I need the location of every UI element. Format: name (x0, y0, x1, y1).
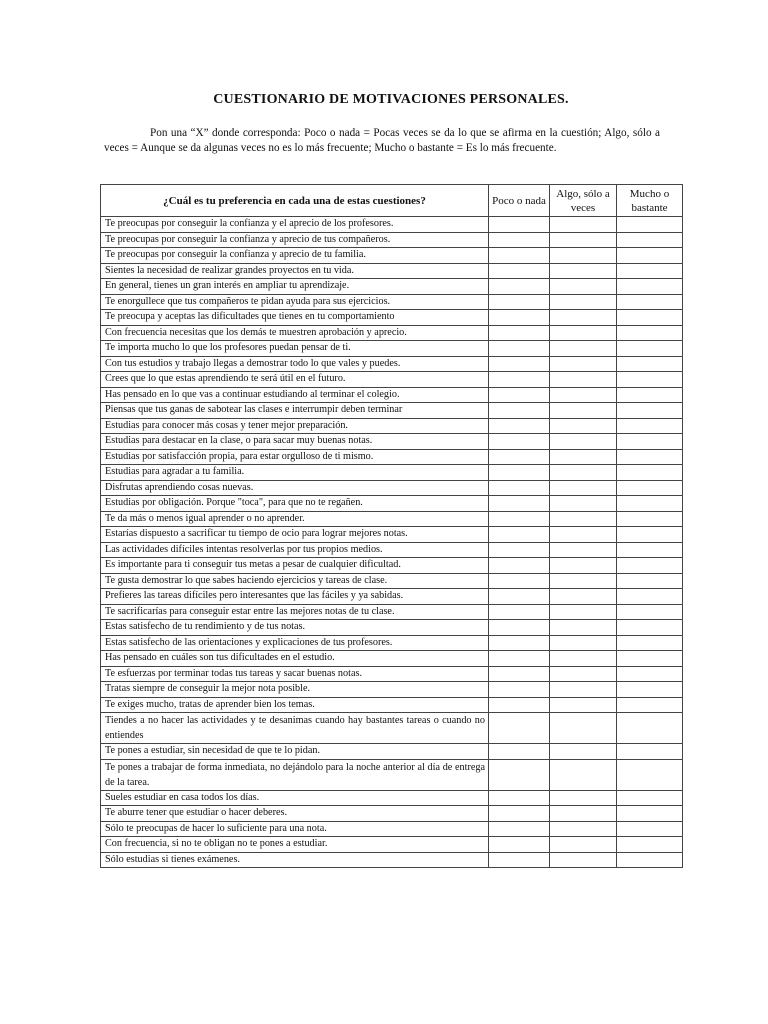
table-row (101, 279, 683, 295)
mucho-o-bastante-cell[interactable] (617, 325, 683, 341)
question-text: Te preocupas por conseguir la confianza y el aprecio de los profesores. (101, 217, 489, 233)
questions-body (101, 217, 683, 868)
algo-solo-a-veces-column-header: Algo, sólo a veces (550, 185, 617, 217)
poco-o-nada-cell[interactable] (489, 511, 550, 527)
algo-solo-a-veces-cell[interactable] (550, 697, 617, 713)
table-row (101, 403, 683, 419)
table-row (101, 790, 683, 806)
algo-solo-a-veces-cell[interactable] (550, 852, 617, 868)
table-row (101, 604, 683, 620)
table-row (101, 635, 683, 651)
poco-o-nada-cell[interactable] (489, 790, 550, 806)
question-text: Te preocupas por conseguir la confianza y aprecio de tus compañeros. (101, 232, 489, 248)
table-row (101, 434, 683, 450)
algo-solo-a-veces-cell[interactable] (550, 821, 617, 837)
questionnaire-table (100, 184, 683, 868)
algo-solo-a-veces-cell[interactable] (550, 310, 617, 326)
algo-solo-a-veces-cell[interactable] (550, 682, 617, 698)
question-text: Estudias por obligación. Porque "toca", para que no te regañen. (101, 496, 489, 512)
mucho-o-bastante-cell[interactable] (617, 852, 683, 868)
mucho-o-bastante-cell[interactable] (617, 232, 683, 248)
mucho-o-bastante-cell[interactable] (617, 294, 683, 310)
algo-solo-a-veces-cell[interactable] (550, 744, 617, 760)
algo-solo-a-veces-cell[interactable] (550, 837, 617, 853)
table-row (101, 496, 683, 512)
poco-o-nada-cell[interactable] (489, 589, 550, 605)
mucho-o-bastante-cell[interactable] (617, 496, 683, 512)
poco-o-nada-cell[interactable] (489, 666, 550, 682)
question-text: Te preocupas por conseguir la confianza y aprecio de tu familia. (101, 248, 489, 264)
poco-o-nada-cell[interactable] (489, 434, 550, 450)
poco-o-nada-cell[interactable] (489, 744, 550, 760)
question-text: Disfrutas aprendiendo cosas nuevas. (101, 480, 489, 496)
poco-o-nada-cell[interactable] (489, 651, 550, 667)
mucho-o-bastante-cell[interactable] (617, 403, 683, 419)
algo-solo-a-veces-cell[interactable] (550, 604, 617, 620)
algo-solo-a-veces-cell[interactable] (550, 542, 617, 558)
poco-o-nada-cell[interactable] (489, 356, 550, 372)
table-row (101, 682, 683, 698)
mucho-o-bastante-cell[interactable] (617, 697, 683, 713)
mucho-o-bastante-cell[interactable] (617, 511, 683, 527)
mucho-o-bastante-cell[interactable] (617, 279, 683, 295)
mucho-o-bastante-cell[interactable] (617, 666, 683, 682)
poco-o-nada-cell[interactable] (489, 496, 550, 512)
poco-o-nada-cell[interactable] (489, 403, 550, 419)
question-text: Has pensado en lo que vas a continuar estudiando al terminar el colegio. (101, 387, 489, 403)
poco-o-nada-cell[interactable] (489, 542, 550, 558)
poco-o-nada-cell[interactable] (489, 806, 550, 822)
mucho-o-bastante-cell[interactable] (617, 418, 683, 434)
poco-o-nada-cell[interactable] (489, 232, 550, 248)
table-row (101, 589, 683, 605)
mucho-o-bastante-cell[interactable] (617, 434, 683, 450)
question-text: Las actividades difíciles intentas resolverlas por tus propios medios. (101, 542, 489, 558)
mucho-o-bastante-cell[interactable] (617, 558, 683, 574)
mucho-o-bastante-cell[interactable] (617, 806, 683, 822)
mucho-o-bastante-cell[interactable] (617, 387, 683, 403)
algo-solo-a-veces-cell[interactable] (550, 279, 617, 295)
poco-o-nada-cell[interactable] (489, 759, 550, 790)
poco-o-nada-cell[interactable] (489, 279, 550, 295)
poco-o-nada-cell[interactable] (489, 449, 550, 465)
mucho-o-bastante-cell[interactable] (617, 263, 683, 279)
mucho-o-bastante-cell[interactable] (617, 542, 683, 558)
question-text: Piensas que tus ganas de sabotear las clases e interrumpir deben terminar (101, 403, 489, 419)
mucho-o-bastante-cell[interactable] (617, 341, 683, 357)
algo-solo-a-veces-cell[interactable] (550, 217, 617, 233)
mucho-o-bastante-cell[interactable] (617, 310, 683, 326)
algo-solo-a-veces-cell[interactable] (550, 651, 617, 667)
poco-o-nada-cell[interactable] (489, 294, 550, 310)
algo-solo-a-veces-cell[interactable] (550, 341, 617, 357)
algo-solo-a-veces-cell[interactable] (550, 790, 617, 806)
algo-solo-a-veces-cell[interactable] (550, 465, 617, 481)
poco-o-nada-cell[interactable] (489, 573, 550, 589)
question-text: En general, tienes un gran interés en ampliar tu aprendizaje. (101, 279, 489, 295)
mucho-o-bastante-cell[interactable] (617, 620, 683, 636)
mucho-o-bastante-cell[interactable] (617, 790, 683, 806)
question-text: Te exiges mucho, tratas de aprender bien los temas. (101, 697, 489, 713)
algo-solo-a-veces-cell[interactable] (550, 418, 617, 434)
table-row (101, 480, 683, 496)
mucho-o-bastante-cell[interactable] (617, 635, 683, 651)
question-text: Te preocupa y aceptas las dificultades que tienes en tu comportamiento (101, 310, 489, 326)
algo-solo-a-veces-cell[interactable] (550, 387, 617, 403)
algo-solo-a-veces-cell[interactable] (550, 713, 617, 744)
mucho-o-bastante-cell[interactable] (617, 449, 683, 465)
question-column-header: ¿Cuál es tu preferencia en cada una de estas cuestiones? (101, 185, 489, 217)
algo-solo-a-veces-cell[interactable] (550, 248, 617, 264)
algo-solo-a-veces-cell[interactable] (550, 372, 617, 388)
table-row (101, 263, 683, 279)
table-row (101, 372, 683, 388)
poco-o-nada-cell[interactable] (489, 480, 550, 496)
mucho-o-bastante-cell[interactable] (617, 604, 683, 620)
header-row (101, 185, 683, 217)
algo-solo-a-veces-cell[interactable] (550, 325, 617, 341)
poco-o-nada-cell[interactable] (489, 325, 550, 341)
poco-o-nada-cell[interactable] (489, 418, 550, 434)
mucho-o-bastante-cell[interactable] (617, 372, 683, 388)
mucho-o-bastante-cell[interactable] (617, 837, 683, 853)
algo-solo-a-veces-cell[interactable] (550, 511, 617, 527)
table-row (101, 527, 683, 543)
table-row (101, 713, 683, 744)
poco-o-nada-cell[interactable] (489, 635, 550, 651)
question-text: Estudias para destacar en la clase, o para sacar muy buenas notas. (101, 434, 489, 450)
table-row (101, 666, 683, 682)
poco-o-nada-cell[interactable] (489, 604, 550, 620)
table-row (101, 449, 683, 465)
question-text: Te sacrificarías para conseguir estar entre las mejores notas de tu clase. (101, 604, 489, 620)
question-text: Te enorgullece que tus compañeros te pidan ayuda para sus ejercicios. (101, 294, 489, 310)
table-row (101, 759, 683, 790)
question-text: Estudias por satisfacción propia, para estar orgulloso de ti mismo. (101, 449, 489, 465)
question-text: Estudias para agradar a tu familia. (101, 465, 489, 481)
question-text: Te importa mucho lo que los profesores puedan pensar de ti. (101, 341, 489, 357)
mucho-o-bastante-cell[interactable] (617, 527, 683, 543)
algo-solo-a-veces-cell[interactable] (550, 232, 617, 248)
question-text: Con tus estudios y trabajo llegas a demostrar todo lo que vales y puedes. (101, 356, 489, 372)
table-row (101, 837, 683, 853)
question-text: Con frecuencia, si no te obligan no te pones a estudiar. (101, 837, 489, 853)
poco-o-nada-cell[interactable] (489, 387, 550, 403)
table-row (101, 806, 683, 822)
poco-o-nada-cell[interactable] (489, 620, 550, 636)
question-text: Estas satisfecho de las orientaciones y explicaciones de tus profesores. (101, 635, 489, 651)
algo-solo-a-veces-cell[interactable] (550, 263, 617, 279)
question-text: Te aburre tener que estudiar o hacer deberes. (101, 806, 489, 822)
instructions-paragraph: Pon una “X” donde corresponda: Poco o nada = Pocas veces se da lo que se afirma en la cuestión; Algo, sólo a veces = Aunque se da algunas veces no es lo más frecuente; Mucho o bastante = Es lo más frecuente. (104, 127, 660, 154)
question-text: Estas satisfecho de tu rendimiento y de tus notas. (101, 620, 489, 636)
table-row (101, 620, 683, 636)
question-text: Estarías dispuesto a sacrificar tu tiempo de ocio para lograr mejores notas. (101, 527, 489, 543)
table-row (101, 542, 683, 558)
mucho-o-bastante-cell[interactable] (617, 744, 683, 760)
poco-o-nada-cell[interactable] (489, 465, 550, 481)
table-row (101, 341, 683, 357)
algo-solo-a-veces-cell[interactable] (550, 294, 617, 310)
question-text: Te esfuerzas por terminar todas tus tareas y sacar buenas notas. (101, 666, 489, 682)
mucho-o-bastante-cell[interactable] (617, 759, 683, 790)
table-row (101, 852, 683, 868)
mucho-o-bastante-cell[interactable] (617, 573, 683, 589)
algo-solo-a-veces-cell[interactable] (550, 480, 617, 496)
table-row (101, 697, 683, 713)
mucho-o-bastante-cell[interactable] (617, 356, 683, 372)
question-text: Tratas siempre de conseguir la mejor nota posible. (101, 682, 489, 698)
question-text: Sólo te preocupas de hacer lo suficiente para una nota. (101, 821, 489, 837)
algo-solo-a-veces-cell[interactable] (550, 434, 617, 450)
algo-solo-a-veces-cell[interactable] (550, 620, 617, 636)
table-row (101, 511, 683, 527)
table-row (101, 387, 683, 403)
poco-o-nada-cell[interactable] (489, 682, 550, 698)
algo-solo-a-veces-cell[interactable] (550, 496, 617, 512)
algo-solo-a-veces-cell[interactable] (550, 403, 617, 419)
poco-o-nada-cell[interactable] (489, 372, 550, 388)
mucho-o-bastante-cell[interactable] (617, 248, 683, 264)
poco-o-nada-cell[interactable] (489, 217, 550, 233)
mucho-o-bastante-cell[interactable] (617, 589, 683, 605)
document-title: CUESTIONARIO DE MOTIVACIONES PERSONALES. (213, 92, 569, 107)
table-row (101, 217, 683, 233)
question-text: Sueles estudiar en casa todos los días. (101, 790, 489, 806)
mucho-o-bastante-cell[interactable] (617, 713, 683, 744)
algo-solo-a-veces-cell[interactable] (550, 573, 617, 589)
algo-solo-a-veces-cell[interactable] (550, 558, 617, 574)
question-text: Te gusta demostrar lo que sabes haciendo ejercicios y tareas de clase. (101, 573, 489, 589)
mucho-o-bastante-cell[interactable] (617, 651, 683, 667)
question-text: Sólo estudias si tienes exámenes. (101, 852, 489, 868)
table-row (101, 821, 683, 837)
table-row (101, 418, 683, 434)
table-row (101, 465, 683, 481)
mucho-o-bastante-cell[interactable] (617, 682, 683, 698)
poco-o-nada-cell[interactable] (489, 310, 550, 326)
poco-o-nada-cell[interactable] (489, 248, 550, 264)
algo-solo-a-veces-cell[interactable] (550, 635, 617, 651)
question-text: Con frecuencia necesitas que los demás te muestren aprobación y aprecio. (101, 325, 489, 341)
question-text: Te pones a trabajar de forma inmediata, no dejándolo para la noche anterior al día de entrega de la tarea. (101, 759, 489, 790)
question-text: Prefieres las tareas difíciles pero interesantes que las fáciles y ya sabidas. (101, 589, 489, 605)
question-text: Te da más o menos igual aprender o no aprender. (101, 511, 489, 527)
poco-o-nada-cell[interactable] (489, 527, 550, 543)
mucho-o-bastante-column-header: Mucho o bastante (617, 185, 683, 217)
question-text: Te pones a estudiar, sin necesidad de que te lo pidan. (101, 744, 489, 760)
algo-solo-a-veces-cell[interactable] (550, 806, 617, 822)
algo-solo-a-veces-cell[interactable] (550, 356, 617, 372)
poco-o-nada-cell[interactable] (489, 697, 550, 713)
table-row (101, 325, 683, 341)
algo-solo-a-veces-cell[interactable] (550, 759, 617, 790)
algo-solo-a-veces-cell[interactable] (550, 449, 617, 465)
question-text: Crees que lo que estas aprendiendo te será útil en el futuro. (101, 372, 489, 388)
table-row (101, 744, 683, 760)
poco-o-nada-cell[interactable] (489, 558, 550, 574)
algo-solo-a-veces-cell[interactable] (550, 666, 617, 682)
table-row (101, 651, 683, 667)
poco-o-nada-column-header: Poco o nada (489, 185, 550, 217)
mucho-o-bastante-cell[interactable] (617, 465, 683, 481)
poco-o-nada-cell[interactable] (489, 821, 550, 837)
poco-o-nada-cell[interactable] (489, 263, 550, 279)
mucho-o-bastante-cell[interactable] (617, 821, 683, 837)
poco-o-nada-cell[interactable] (489, 852, 550, 868)
algo-solo-a-veces-cell[interactable] (550, 589, 617, 605)
poco-o-nada-cell[interactable] (489, 341, 550, 357)
table-row (101, 310, 683, 326)
poco-o-nada-cell[interactable] (489, 837, 550, 853)
mucho-o-bastante-cell[interactable] (617, 217, 683, 233)
table-row (101, 294, 683, 310)
question-text: Sientes la necesidad de realizar grandes proyectos en tu vida. (101, 263, 489, 279)
question-text: Es importante para ti conseguir tus metas a pesar de cualquier dificultad. (101, 558, 489, 574)
table-row (101, 356, 683, 372)
table-row (101, 232, 683, 248)
question-text: Has pensado en cuáles son tus dificultades en el estudio. (101, 651, 489, 667)
table-row (101, 573, 683, 589)
poco-o-nada-cell[interactable] (489, 713, 550, 744)
table-row (101, 248, 683, 264)
table-row (101, 558, 683, 574)
mucho-o-bastante-cell[interactable] (617, 480, 683, 496)
question-text: Estudias para conocer más cosas y tener mejor preparación. (101, 418, 489, 434)
question-text: Tiendes a no hacer las actividades y te desanimas cuando hay bastantes tareas o cuando no entiendes (101, 713, 489, 744)
algo-solo-a-veces-cell[interactable] (550, 527, 617, 543)
